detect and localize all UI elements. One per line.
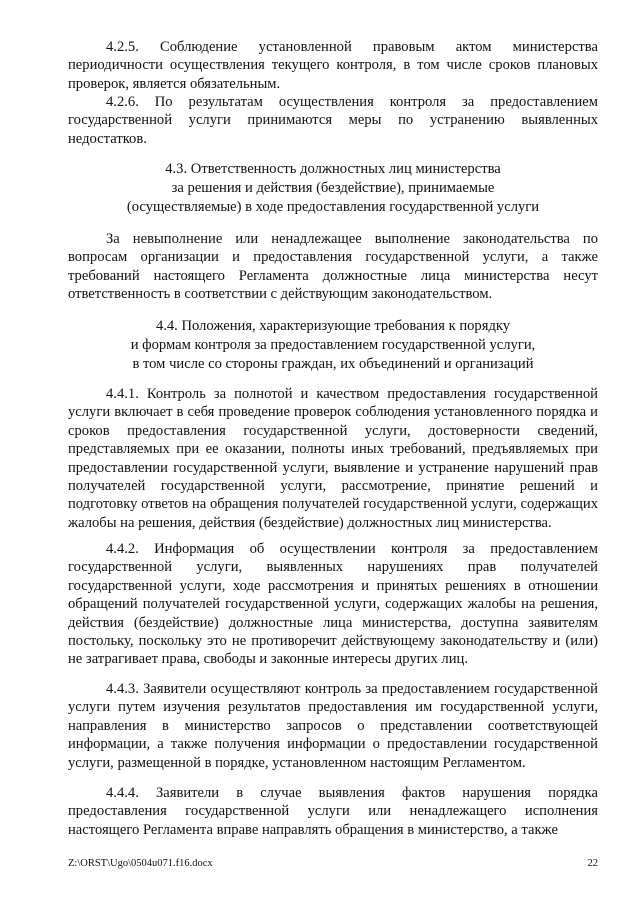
heading-line: за решения и действия (бездействие), принимаемые	[171, 180, 495, 197]
heading-line: (осуществляемые) в ходе предоставления государственной услуги	[126, 199, 540, 216]
paragraph-4-4-2: 4.4.2. Информация об осуществлении контроля за предоставлением государственной услуги, выявленных нарушениях прав получателей государственной услуги, ходе рассмотрения и принятых решениях в отношении обращений получателей государственной услуги, содержащих жалобы на решения, действия (бездействие) должностные лица министерства, доступна заявителям постольку, поскольку это не противоречит действующему законодательству и (или) не затрагивает права, свободы и законные интересы других лиц.	[68, 541, 598, 668]
page-number: 22	[587, 858, 598, 869]
paragraph-4-4-1: 4.4.1. Контроль за полнотой и качеством предоставления государственной услуги включает в себя проведение проверок соблюдения установленного порядка и сроков предоставления государственной услуги, достоверности сведений, представляемых при ее оказании, полноты иных требований, предъявляемых при предоставлении государственной услуги, выявление и устранение нарушений прав получателей государственной услуги, рассмотрение, принятие решений и подготовку ответов на обращения получателей государственной услуги, содержащих жалобы на решения, действия (бездействие) должностных лиц министерства.	[68, 386, 598, 531]
heading-line: в том числе со стороны граждан, их объединений и организаций	[132, 356, 534, 373]
paragraph-4-2-5: 4.2.5. Соблюдение установленной правовым актом министерства периодичности осуществления текущего контроля, в том числе сроков плановых проверок, является обязательным.	[68, 39, 598, 92]
paragraph-4-4-3: 4.4.3. Заявители осуществляют контроль за предоставлением государственной услуги путем изучения результатов предоставления им государственной услуги, направления в министерство запросов о представлении соответствующей информации, а также получения информации о предоставлении государственной услуги, размещенной в порядке, установленном настоящим Регламентом.	[68, 681, 598, 771]
heading-line: и формам контроля за предоставлением государственной услуги,	[130, 337, 536, 354]
heading-line: 4.3. Ответственность должностных лиц министерства	[165, 161, 501, 177]
section-heading-4-4	[68, 317, 598, 375]
paragraph-4-3-body: За невыполнение или ненадлежащее выполнение законодательства по вопросам организации и предоставления государственной услуги, а также требований настоящего Регламента должностные лица министерства несут ответственность в соответствии с действующим законодательством.	[68, 231, 598, 303]
section-heading-4-3	[68, 160, 598, 218]
footer-file-path: Z:\ORST\Ugo\0504u071.f16.docx	[68, 858, 213, 869]
paragraph-4-4-4: 4.4.4. Заявители в случае выявления фактов нарушения порядка предоставления государственной услуги или ненадлежащего исполнения настоящего Регламента вправе направлять обращения в министерство, а также	[68, 785, 598, 838]
heading-line: 4.4. Положения, характеризующие требования к порядку	[155, 318, 511, 334]
paragraph-4-2-6: 4.2.6. По результатам осуществления контроля за предоставлением государственной услуги принимаются меры по устранению выявленных недостатков.	[68, 94, 598, 147]
